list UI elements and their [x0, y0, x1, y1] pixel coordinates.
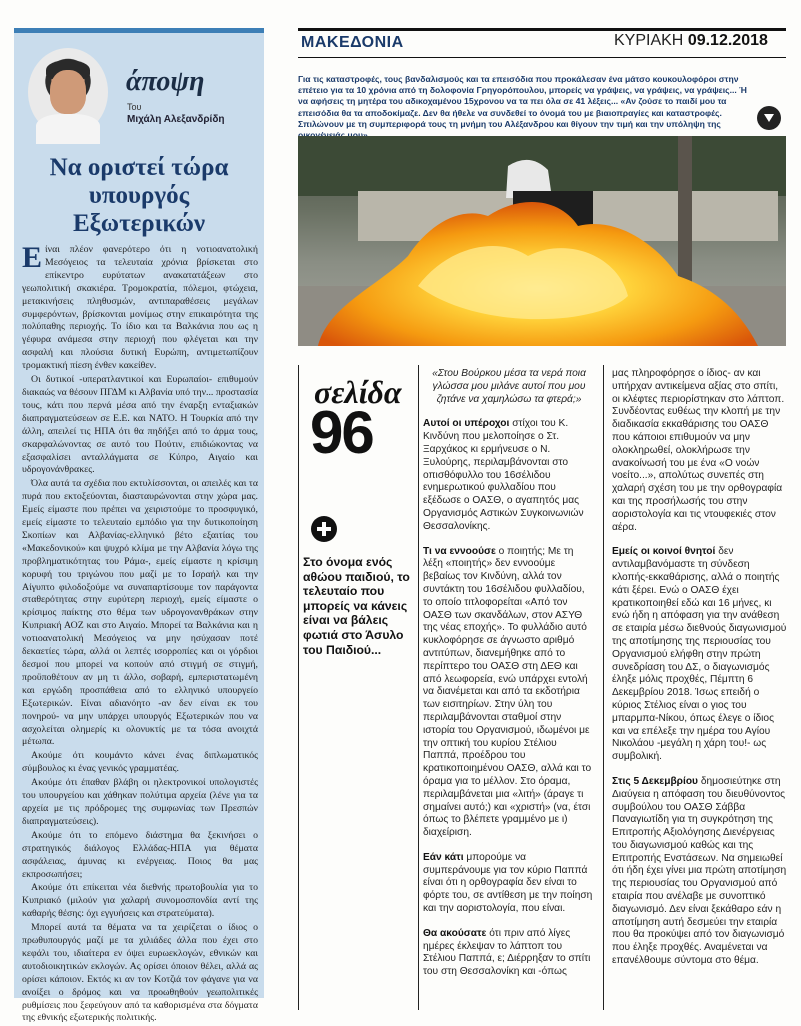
opinion-paragraph: Ακούμε ότι επίκειται νέα διεθνής πρωτοβουλία για το Κυπριακό (μιλούν για χαλαρή συνομοσπονδία αντί της καθαρής θέσης: όχι εγγυήσεις και στρατεύματα).	[22, 882, 258, 920]
day-label: ΚΥΡΙΑΚΗ	[614, 32, 684, 49]
page-label: σελίδα	[314, 374, 402, 410]
column-paragraph: Εάν κάτι μπορούμε να συμπεράνουμε για τον κύριο Παππά είναι ότι η ορθογραφία δεν είναι το φόρτε του, σε αντίθεση με την ποίηση και την αοριστολογία, που είναι.	[423, 851, 593, 915]
opinion-top-rule	[14, 28, 264, 33]
dateline	[614, 32, 768, 50]
column-paragraph: Στις 5 Δεκεμβρίου δημοσιεύτηκε στη Διαύγεια η απόφαση του διευθύνοντος συμβούλου του ΟΑΣΘ Σάββα Παναγιωτίδη για τη συγκρότηση της Επιτροπής Αξιολόγησης Διενέργειας του διαγωνισμού καθώς και της Επιτροπής Ενστάσεων. Να σημειωθεί ότι ήδη έχει γίνει μια πρώτη αποτίμηση της περιουσίας του Οργανισμού από εταιρία που ανέλαβε με συνοπτικό διαγωνισμό. Δεν είναι ξεκάθαρο εάν η αποτίμηση αυτή δεσμεύει την εταιρία που θα προκύψει από τον διαγωνισμό που έληξε προχθές. Αναμένεται να επανέλθουμε σύντομα στο θέμα.	[612, 775, 787, 967]
column-text-right	[612, 368, 787, 980]
opinion-headline: Να οριστεί τώρα υπουργός Εξωτερικών	[49, 154, 229, 237]
opinion-paragraph: Είναι πλέον φανερότερο ότι η νοτιοανατολική Μεσόγειος τα τελευταία χρόνια βρίσκεται στο επίκεντρο ευρύτατων ανακατατάξεων στο γεωπολιτική σκακιέρα. Τρομοκρατία, πόλεμοι, φτώχεια, μετακινήσεις πληθυσμών, αντιπαραθέσεις μεγάλων συμφερόντων, βρίσκονται μονίμως στην επικαιρότητα της πολύπαθης περιοχής. Το ίδιο και τα Βαλκάνια που ως η γέφυρα ανάμεσα στην περιοχή που φλέγεται και την ασφαλή και πλούσια δυτική Ευρώπη, αντιμετωπίζουν τρομακτική πίεση ένθεν κακείθεν.	[22, 241, 258, 372]
arrow-down-icon	[757, 106, 781, 130]
column-rule-left	[298, 365, 299, 1010]
opinion-paragraph: Οι δυτικοί -υπερατλαντικοί και Ευρωπαίοι- επιθυμούν διακαώς να θέσουν ΠΓΔΜ κι Αλβανία υπό την... προστασία τους, κάτι που περνά μέσα από την έναρξη ενταξιακών διαπραγματεύσεων σε Ε.Ε. και ΝΑΤΟ. Η Τουρκία από την άλλη, απειλεί τις ΗΠΑ ότι θα πηδήξει από το άρμα τους, σκαρφαλώνοντας σε αυτό του Πούτιν, επιδιώκοντας να εξασφαλίσει ανταλλάγματα σε Κύπρο, Αιγαίο και υδρογονάνθρακες.	[22, 374, 258, 476]
opinion-kicker: άποψη	[126, 66, 205, 97]
column-rule-right	[603, 365, 604, 1010]
date-label: 09.12.2018	[687, 32, 768, 49]
column-paragraph: μας πληροφόρησε ο ίδιος- αν και υπήρχαν αντικείμενα αξίας στο σπίτι, οι κλέφτες περιορίστηκαν στο λάπτοπ. Συνδέοντας ευθέως την κλοπή με την διαδικασία εκκαθάρισης του ΟΑΣΘ που κάποιοι επιθυμούν να μην ολοκληρωθεί, ολοκλήρωσε την ανακοίνωσή του με ένα «Ο νοών νοείτο...», απολύτως συνεπές στη χαλαρή σχέση του με την ορθογραφία και της προσήλωσής του στην αοριστολογία και τις ντουφεκιές στον αέρα.	[612, 368, 785, 533]
column-paragraph: Τι να εννοούσε ο ποιητής; Με τη λέξη «ποιητής» δεν εννοούμε βεβαίως τον Κινδύνη, αλλά τον συντάκτη του 16σέλιδου φυλλαδίου, το οποίο τιτλοφορείται «Από τον ΟΑΣΘ των σκανδάλων, στον ΑΣΥΘ της νέας εποχής». Το φυλλάδιο αυτό κυκλοφόρησε σε άγνωστο αριθμό αντιτύπων, διανεμήθηκε από το περίπτερο του ΟΑΣΘ στη ΔΕΘ και από λεωφορεία, ενώ υπάρχει εντολή να διανέμεται και από τα εκδοτήρια των εισιτηρίων. Στην ύλη του περιλαμβάνονται σταθμοί στην ιστορία του Οργανισμού, ιδωμένοι με την οπτική του κυρίου Στέλιου Παππά, προέδρου του κρατικοποιημένου ΟΑΣΘ, αλλά και το όραμα για το μέλλον. Στο όραμα, περιλαμβάνεται μια «λιτή» (άραγε τι σημαίνει αυτό;) και «χριστή» (να, έτσι όπως το βλέπετε γραμμένο με ι) διαχείριση.	[423, 545, 592, 839]
opinion-paragraph: Ακούμε ότι κουμάντο κάνει ένας διπλωματικός σύμβουλος κι ένας γενικός γραμματέας.	[22, 750, 258, 775]
opinion-paragraph: Μπορεί αυτά τα θέματα να τα χειρίζεται ο ίδιος ο πρωθυπουργός μαζί με τα χιλιάδες άλλα που έχει στο κεφάλι του, ιδιαίτερα εν όψει ευρωεκλογών, εθνικών και αυτοδιοικητικών εκλογών. Ας ορίσει όποιον θέλει, αλλά ας ορίσει κάποιον. Εκτός κι αν τον Κοτζιά τον φάγανε για να ανοίξει ο δρόμος και να προωθηθούν γεωπολιτικές ρυθμίσεις που ξεφεύγουν από τα καθορισμένα στα δόγματα της εθνικής εξωτερικής πολιτικής.	[22, 922, 258, 1024]
plus-icon	[311, 516, 337, 542]
section-title: ΜΑΚΕΔΟΝΙΑ	[301, 34, 404, 51]
opinion-paragraph: Ακούμε ότι έπαθαν βλάβη οι ηλεκτρονικοί υπολογιστές του υπουργείου και χάθηκαν πολύτιμα αρχεία (λένε για τα αρχεία με τις πρόδρομες της συμφωνίας των Πρεσπών διαπραγματεύσεις).	[22, 777, 258, 827]
opinion-body	[22, 241, 258, 1026]
byline-prefix: Του	[127, 102, 142, 112]
photo-caption: Για τις καταστροφές, τους βανδαλισμούς και τα επεισόδια που προκάλεσαν ένα μάτσο κουκουλοφόροι στην επέτειο για τα 10 χρόνια από τη δολοφονία Γρηγορόπουλου, μπορείς να γράψεις, να γράψεις, να γράψεις... Ή να αφήσεις τη μητέρα του αδικοχαμένου 15χρονου να τα πει όλα σε 41 λέξεις... «Αν ζούσε το παιδί μου τα επεισόδια θα τα αποδοκίμαζε. Δεν θα ήθελε να συνδεθεί το όνομά του με βιαιοπραγίες και καταστροφές. Σπιλώνουν με τη συμπεριφορά τους τη μνήμη του Αλέξανδρου και θίγουν την τιμή και την υπόληψη της	[298, 74, 747, 129]
avatar-shirt	[36, 114, 100, 144]
column-rule-mid	[418, 365, 419, 1010]
opinion-column	[14, 28, 264, 1024]
column-text-middle	[423, 368, 595, 991]
verse-quote: «Στου Βούρκου μέσα τα νερά ποια γλώσσα μου μιλάνε αυτοί που μου ζητάνε να χαμηλώσω τα φτερά;»	[432, 368, 586, 405]
page-number: 96	[310, 399, 373, 466]
riot-photo	[298, 136, 786, 346]
avatar-face	[50, 70, 86, 114]
opinion-paragraph: Ακούμε ότι το επόμενο διάστημα θα ξεκινήσει ο στρατηγικός διάλογος Ελλάδας-ΗΠΑ για θέματα ασφάλειας, άμυνας κι ενέργειας. Ποιος θα μας εκπροσωπήσει;	[22, 829, 258, 880]
pull-quote: Στο όνομα ενός αθώου παιδιού, το τελευταίο που μπορείς να κάνεις είναι να βάλεις φωτιά στο Άσυλο του Παιδιού...	[303, 555, 410, 657]
opinion-paragraph: Όλα αυτά τα σχέδια που εκτυλίσσονται, οι απειλές και τα πυρά που εκτοξεύονται, διασταυρώνονται στην χώρα μας. Εμείς είμαστε που πρέπει να χειριστούμε το προσφυγικό, εμείς είμαστε το τελευταίο εμπόδιο για την δυτικοποίηση Σκοπίων και Αλβανίας-ελληνικό βέτο εξαιτίας του «Μακεδονικού» και ψυχρό κλίμα με την Αλβανία λόγω της προβληματικότητας του Ράμα-, εμείς είμαστε η κρίσιμη κορυφή του τριγώνου που μαζί με το Ισραήλ και την Αίγυπτο φιλοδοξούμε να συναπαρτίσουμε τον παράγοντα σταθερότητας στην ευρύτερη περιοχή, εμείς είμαστε ο κρίσιμος παίκτης στο θέμα των υδρογονανθράκων στην Κυπριακή ΑΟΖ και στο Αιγαίο. Μπορεί τα Βαλκάνια και η νοτιοανατολική Μεσόγειος να μην ησύχασαν ποτέ δεκαετίες τώρα, αλλά οι λεπτές ισορροπίες και οι γόρδιοι δεσμοί που μπορεί να κοπούν από στιγμή σε στιγμή, προϋποθέτουν αν μη τι άλλο, σοβαρή, εμπεριστατωμένη και εργώδη προσπάθεια από το ελληνικό υπουργείο Εξωτερικών. Είναι αδιανόητο -αν δεν είναι εκ του πονηρού- να μην υπάρχει υπουργός Εξωτερικών που να ασχολείται ολημερίς κι ολονυκτίς με τα τόσα ανοιχτά μέτωπα.	[22, 478, 258, 748]
column-paragraph: Εμείς οι κοινοί θνητοί δεν αντιλαμβανόμαστε τη σύνδεση κλοπής-εκκαθάρισης, αλλά ο ποιητής κάτι ξέρει. Ενώ ο ΟΑΣΘ έχει κρατικοποιηθεί εδώ και 16 μήνες, κι ενώ ήδη η απόφαση για την ανάθεση σε εταιρία μέσω διεθνούς διαγωνισμού της αποτίμησης της περιουσίας του Οργανισμού ελήφθη στην πρώτη συνεδρίαση του ΔΣ, ο διαγωνισμός έληξε μόλις προχθές, Πέμπτη 6 Δεκεμβρίου 2018. Ίσως επειδή ο κύριος Στέλιος είναι ο γιος του μπαρμπα-Νίκου, όπως έλεγε ο ίδιος και να επέλεξε την ημέρα του Αγίου Νικολάου -μεγάλη η χάρη του!- ως συμβολική.	[612, 546, 787, 763]
fire-scene-illustration	[298, 136, 786, 346]
author-name: Μιχάλη Αλεξανδρίδη	[127, 114, 225, 125]
column-paragraph: Αυτοί οι υπέροχοι στίχοι του Κ. Κινδύνη που μελοποίησε ο Στ. Ξαρχάκος κι ερμήνευσε ο Ν. Ξυλούρης, περιλαμβάνονται στο οπισθόφυλλο του 16σέλιδου ενημερωτικού φυλλαδίου που εξέδωσε ο ΟΑΣΘ, ο αγαπητός μας Οργανισμός Αστικών Συγκοινωνιών Θεσσαλονίκης.	[423, 418, 584, 532]
column-paragraph: Θα ακούσατε ότι πριν από λίγες ημέρες έκλεψαν το λάπτοπ του Στέλιου Παππά, ε; Διέρρηξαν το σπίτι του στη Θεσσαλονίκη και -όπως	[423, 927, 591, 978]
drop-cap: Ε	[22, 241, 43, 274]
author-avatar	[28, 48, 108, 136]
